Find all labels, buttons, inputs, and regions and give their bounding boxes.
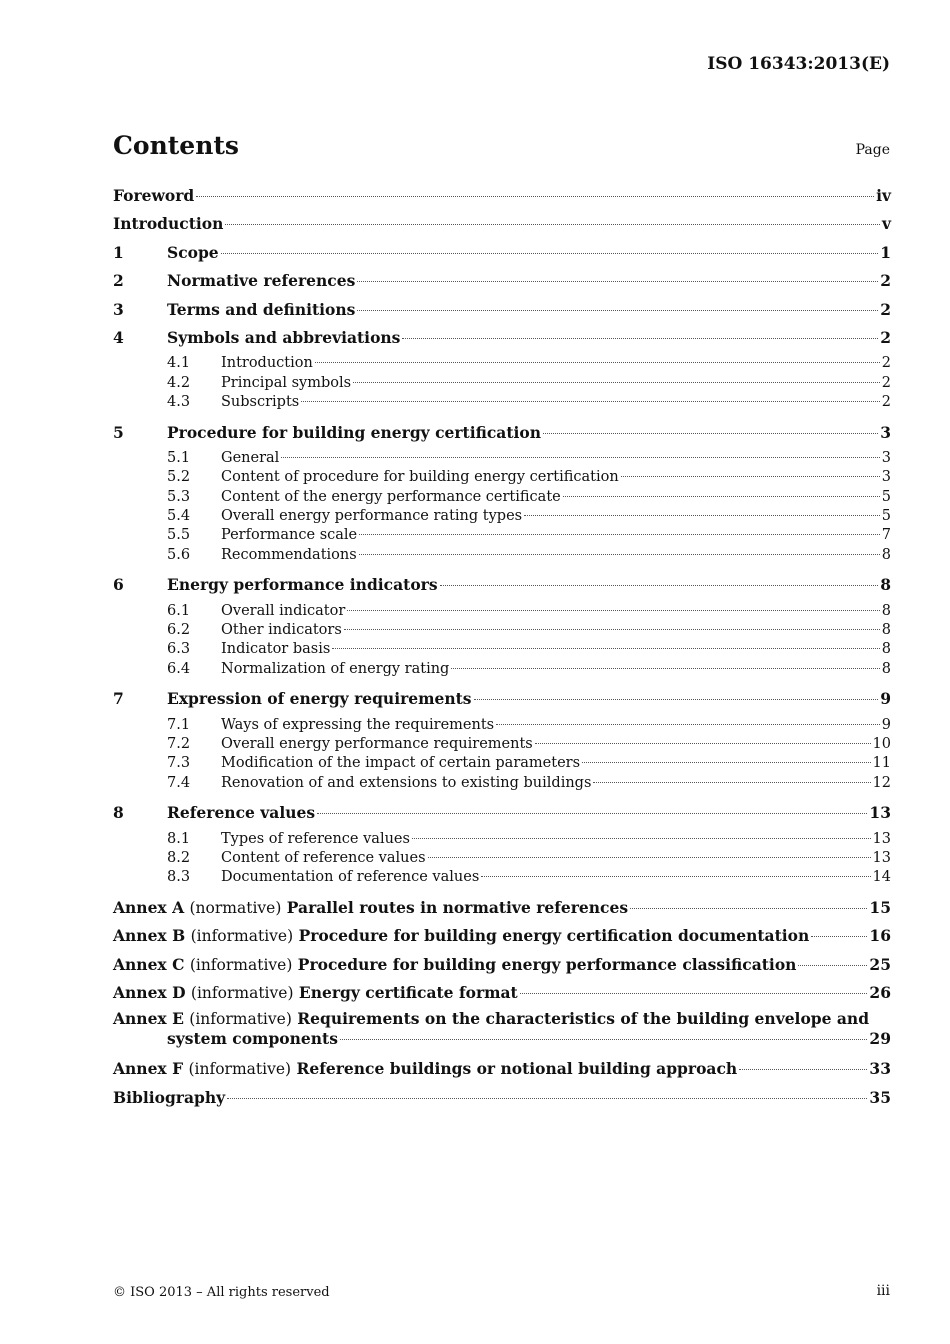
dot-leader xyxy=(357,310,878,311)
dot-leader xyxy=(481,876,870,877)
dot-leader xyxy=(811,936,867,937)
toc-subsection[interactable] xyxy=(113,621,891,640)
page-column-label: Page xyxy=(855,142,890,158)
annex-heading xyxy=(113,1057,737,1081)
section-number: 7 xyxy=(113,689,124,709)
section-title: Expression of energy requirements xyxy=(167,689,472,709)
dot-leader xyxy=(357,281,878,282)
dot-leader xyxy=(428,857,871,858)
annex-heading xyxy=(113,953,796,977)
annex-kind: (informative) xyxy=(190,927,294,946)
dot-leader xyxy=(353,382,880,383)
subsection-page: 2 xyxy=(881,374,891,391)
dot-leader xyxy=(520,993,868,994)
subsection-number: 5.3 xyxy=(167,488,191,505)
annex-kind: (informative) xyxy=(188,1060,292,1079)
toc-entry-title: Foreword xyxy=(113,186,195,205)
subsection-title: Overall energy performance rating types xyxy=(221,508,523,525)
toc-section[interactable] xyxy=(113,298,891,326)
annex-label: Annex F xyxy=(113,1059,184,1079)
dot-leader xyxy=(582,762,871,763)
annex-kind: (informative) xyxy=(190,983,294,1002)
toc-section[interactable] xyxy=(113,421,891,449)
section-page: 9 xyxy=(880,689,891,709)
document-id: ISO 16343:2013(E) xyxy=(707,54,890,74)
section-page: 3 xyxy=(880,422,891,442)
section-title: Normative references xyxy=(167,271,356,291)
annex-label: Annex C xyxy=(113,954,185,974)
section-number: 5 xyxy=(113,422,124,442)
toc-subsection[interactable] xyxy=(113,774,891,793)
section-number: 4 xyxy=(113,327,124,347)
annex-kind: (normative) xyxy=(189,898,282,917)
annex-title: Reference buildings or notional building approach xyxy=(296,1059,738,1079)
dot-leader xyxy=(344,629,880,630)
section-page: 13 xyxy=(869,803,891,823)
dot-leader xyxy=(332,648,879,649)
subsection-number: 6.3 xyxy=(167,641,191,658)
toc-subsection[interactable] xyxy=(113,716,891,735)
annex-page: 15 xyxy=(869,897,891,917)
section-title: Terms and definitions xyxy=(167,299,356,319)
dot-leader xyxy=(225,224,880,225)
dot-leader xyxy=(798,965,867,966)
subsection-page: 2 xyxy=(881,355,891,372)
toc-section[interactable] xyxy=(113,241,891,269)
section-page: 8 xyxy=(880,575,891,595)
subsection-page: 13 xyxy=(872,849,891,866)
annex-heading xyxy=(113,896,628,920)
subsection-number: 6.1 xyxy=(167,602,191,619)
annex-page: 16 xyxy=(869,926,891,946)
dot-leader xyxy=(563,496,880,497)
subsection-title: Principal symbols xyxy=(221,374,352,391)
page-number: iii xyxy=(876,1283,890,1299)
subsection-number: 4.3 xyxy=(167,394,191,411)
annex-page: 33 xyxy=(869,1059,891,1079)
section-page: 2 xyxy=(880,271,891,291)
subsection-page: 8 xyxy=(881,546,891,563)
subsection-title: General xyxy=(221,449,280,466)
toc-subsection[interactable] xyxy=(113,468,891,487)
subsection-title: Indicator basis xyxy=(221,641,331,658)
toc-subsection[interactable] xyxy=(113,546,891,565)
toc-entry-title: Introduction xyxy=(113,214,224,234)
subsection-number: 5.1 xyxy=(167,449,191,466)
toc-entry-title: Bibliography xyxy=(113,1087,226,1107)
subsection-title: Documentation of reference values xyxy=(221,869,480,886)
contents-title: Contents xyxy=(113,131,240,160)
subsection-page: 3 xyxy=(881,449,891,466)
toc-annex[interactable] xyxy=(113,1057,891,1085)
annex-title: Parallel routes in normative references xyxy=(286,897,629,917)
subsection-page: 2 xyxy=(881,394,891,411)
subsection-page: 5 xyxy=(881,488,891,505)
toc-annex[interactable] xyxy=(113,896,891,924)
subsection-title: Recommendations xyxy=(221,546,357,563)
toc-annex-continued[interactable] xyxy=(113,1029,891,1057)
dot-leader xyxy=(739,1069,867,1070)
section-number: 2 xyxy=(113,271,124,291)
dot-leader xyxy=(227,1098,867,1099)
subsection-number: 7.2 xyxy=(167,735,191,752)
spacer xyxy=(113,565,891,573)
toc-section[interactable] xyxy=(113,573,891,601)
toc-section[interactable] xyxy=(113,326,891,354)
copyright-notice: © ISO 2013 – All rights reserved xyxy=(113,1285,330,1300)
subsection-page: 8 xyxy=(881,602,891,619)
dot-leader xyxy=(359,554,880,555)
dot-leader xyxy=(593,782,870,783)
subsection-title: Normalization of energy rating xyxy=(221,660,450,677)
subsection-title: Types of reference values xyxy=(221,830,410,847)
annex-title: Procedure for building energy performance classification xyxy=(297,954,797,974)
subsection-title: Introduction xyxy=(221,355,313,372)
section-number: 1 xyxy=(113,242,124,262)
subsection-page: 3 xyxy=(881,469,891,486)
subsection-page: 12 xyxy=(872,774,891,791)
section-page: 1 xyxy=(880,242,891,262)
subsection-number: 6.4 xyxy=(167,660,191,677)
annex-heading xyxy=(113,981,518,1005)
toc-subsection[interactable] xyxy=(113,354,891,373)
toc-subsection[interactable] xyxy=(113,735,891,754)
section-title: Scope xyxy=(167,242,219,262)
section-page: 2 xyxy=(880,327,891,347)
toc-annex[interactable] xyxy=(113,1009,891,1029)
subsection-page: 14 xyxy=(872,869,891,886)
dot-leader xyxy=(315,362,880,363)
toc-subsection[interactable] xyxy=(113,602,891,621)
toc-section[interactable] xyxy=(113,687,891,715)
spacer xyxy=(113,679,891,687)
subsection-title: Content of reference values xyxy=(221,849,426,866)
toc-subsection[interactable] xyxy=(113,868,891,887)
toc-subsection[interactable] xyxy=(113,507,891,526)
annex-label: Annex E xyxy=(113,1009,184,1029)
subsection-page: 8 xyxy=(881,641,891,658)
annex-title: Requirements on the characteristics of the building envelope and xyxy=(297,1009,870,1029)
subsection-number: 7.1 xyxy=(167,716,191,733)
dot-leader xyxy=(630,908,867,909)
subsection-number: 5.5 xyxy=(167,527,191,544)
dot-leader xyxy=(317,813,867,814)
annex-title: Energy certificate format xyxy=(298,982,518,1002)
toc-annex[interactable] xyxy=(113,953,891,981)
annex-title-continued: system components xyxy=(167,1029,338,1049)
dot-leader xyxy=(543,433,878,434)
subsection-page: 9 xyxy=(881,716,891,733)
annex-page: 25 xyxy=(869,954,891,974)
subsection-number: 4.1 xyxy=(167,355,191,372)
dot-leader xyxy=(402,338,878,339)
dot-leader xyxy=(621,476,880,477)
section-number: 8 xyxy=(113,803,124,823)
subsection-number: 4.2 xyxy=(167,374,191,391)
toc-section[interactable] xyxy=(113,269,891,297)
annex-kind: (informative) xyxy=(189,1010,292,1029)
subsection-title: Overall indicator xyxy=(221,602,346,619)
subsection-page: 10 xyxy=(872,735,891,752)
subsection-page: 7 xyxy=(881,527,891,544)
subsection-title: Content of the energy performance certificate xyxy=(221,488,561,505)
toc-subsection[interactable] xyxy=(113,393,891,412)
toc-subsection[interactable] xyxy=(113,660,891,679)
toc-subsection[interactable] xyxy=(113,526,891,545)
subsection-title: Ways of expressing the requirements xyxy=(221,716,495,733)
dot-leader xyxy=(496,724,880,725)
subsection-number: 5.6 xyxy=(167,546,191,563)
subsection-number: 5.4 xyxy=(167,508,191,525)
dot-leader xyxy=(359,534,880,535)
annex-page: 29 xyxy=(869,1029,891,1049)
dot-leader xyxy=(535,743,871,744)
annex-page: 26 xyxy=(869,982,891,1002)
annex-heading xyxy=(113,924,809,948)
table-of-contents xyxy=(113,184,891,1114)
subsection-title: Overall energy performance requirements xyxy=(221,735,533,752)
dot-leader xyxy=(281,457,879,458)
toc-section[interactable] xyxy=(113,801,891,829)
section-number: 6 xyxy=(113,575,124,595)
dot-leader xyxy=(451,668,879,669)
dot-leader xyxy=(221,253,879,254)
annex-title: Procedure for building energy certification documentation xyxy=(298,926,810,946)
annex-label: Annex B xyxy=(113,926,186,946)
dot-leader xyxy=(412,838,871,839)
dot-leader xyxy=(301,401,880,402)
toc-entry[interactable] xyxy=(113,184,891,212)
toc-subsection[interactable] xyxy=(113,488,891,507)
toc-entry-page: 35 xyxy=(869,1087,891,1107)
toc-annex[interactable] xyxy=(113,981,891,1009)
subsection-title: Modification of the impact of certain parameters xyxy=(221,755,581,772)
spacer xyxy=(113,888,891,896)
spacer xyxy=(113,413,891,421)
subsection-title: Other indicators xyxy=(221,622,342,639)
dot-leader xyxy=(440,585,879,586)
section-title: Reference values xyxy=(167,803,316,823)
subsection-page: 8 xyxy=(881,660,891,677)
toc-annex[interactable] xyxy=(113,924,891,952)
toc-subsection[interactable] xyxy=(113,849,891,868)
dot-leader xyxy=(524,515,880,516)
toc-entry-page: v xyxy=(881,214,891,234)
toc-subsection[interactable] xyxy=(113,374,891,393)
subsection-page: 11 xyxy=(872,755,891,772)
toc-subsection[interactable] xyxy=(113,640,891,659)
annex-kind: (informative) xyxy=(189,955,293,974)
subsection-title: Content of procedure for building energy certification xyxy=(221,469,619,486)
dot-leader xyxy=(196,196,874,197)
dot-leader xyxy=(347,610,879,611)
subsection-title: Subscripts xyxy=(221,394,300,411)
toc-subsection[interactable] xyxy=(113,449,891,468)
subsection-number: 7.3 xyxy=(167,755,191,772)
subsection-number: 8.3 xyxy=(167,869,191,886)
subsection-number: 7.4 xyxy=(167,774,191,791)
subsection-page: 8 xyxy=(881,622,891,639)
dot-leader xyxy=(340,1039,868,1040)
section-number: 3 xyxy=(113,299,124,319)
toc-subsection[interactable] xyxy=(113,754,891,773)
toc-entry[interactable] xyxy=(113,1086,891,1114)
toc-entry[interactable] xyxy=(113,212,891,240)
annex-label: Annex A xyxy=(113,897,185,917)
subsection-number: 5.2 xyxy=(167,469,191,486)
annex-label: Annex D xyxy=(113,982,186,1002)
section-title: Symbols and abbreviations xyxy=(167,327,401,347)
toc-subsection[interactable] xyxy=(113,830,891,849)
section-title: Energy performance indicators xyxy=(167,575,438,595)
section-title: Procedure for building energy certification xyxy=(167,422,541,442)
subsection-number: 8.2 xyxy=(167,849,191,866)
dot-leader xyxy=(474,699,879,700)
subsection-number: 8.1 xyxy=(167,830,191,847)
subsection-number: 6.2 xyxy=(167,622,191,639)
subsection-title: Performance scale xyxy=(221,527,358,544)
spacer xyxy=(113,793,891,801)
section-page: 2 xyxy=(880,299,891,319)
subsection-title: Renovation of and extensions to existing buildings xyxy=(221,774,592,791)
toc-entry-page: iv xyxy=(876,186,891,205)
subsection-page: 13 xyxy=(872,830,891,847)
subsection-page: 5 xyxy=(881,508,891,525)
